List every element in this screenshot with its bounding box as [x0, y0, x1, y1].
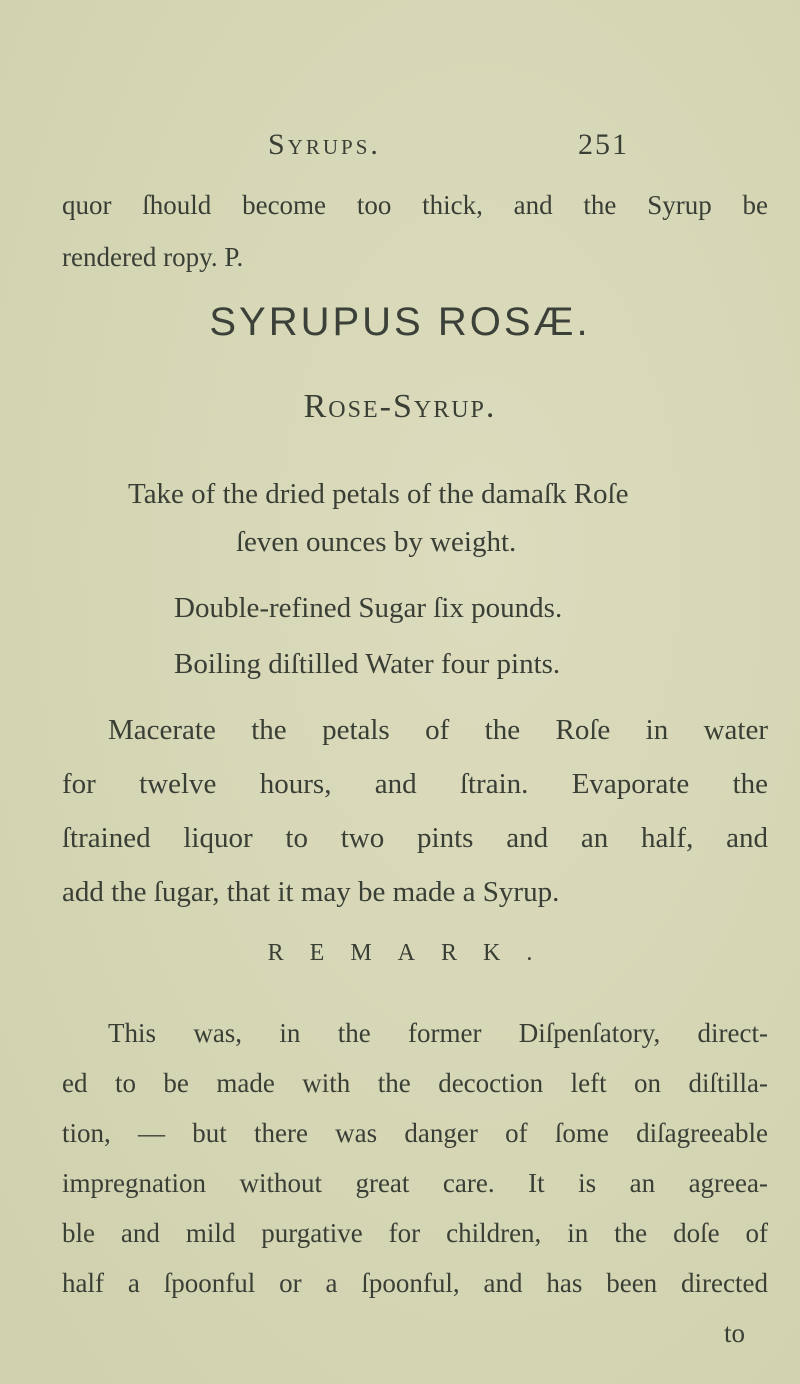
page-header — [0, 128, 800, 172]
ingredient-line-3: Double-refined Sugar ſix pounds. — [174, 592, 563, 624]
remark-line-1: This was, in the former Diſpenſatory, direct- — [108, 1018, 768, 1048]
ingredient-line-4: Boiling diſtilled Water four pints. — [174, 648, 561, 680]
ingredient-line-1: Take of the dried petals of the damaſk Roſe — [128, 478, 629, 510]
recipe-title: SYRUPUS ROSÆ. — [209, 300, 591, 344]
ingredient-line-2: ſeven ounces by weight. — [236, 526, 517, 558]
remark-line-6: half a ſpoonful or a ſpoonful, and has been directed — [62, 1268, 768, 1298]
remark-line-3: tion, — but there was danger of ſome diſagreeable — [62, 1118, 768, 1148]
remark-heading: REMARK. — [267, 940, 559, 966]
continuation-line-2: rendered ropy. P. — [62, 242, 244, 272]
method-line-1: Macerate the petals of the Roſe in water — [108, 714, 768, 746]
page-number: 251 — [578, 128, 629, 161]
catchword: to — [724, 1318, 746, 1348]
recipe-subtitle: Rose-Syrup. — [303, 388, 497, 425]
running-head: Syrups. — [268, 128, 381, 161]
method-line-3: ſtrained liquor to two pints and an half, and — [62, 822, 768, 854]
remark-line-5: ble and mild purgative for children, in the doſe of — [62, 1218, 768, 1248]
continuation-line-1: quor ſhould become too thick, and the Syrup be — [62, 190, 768, 220]
method-line-2: for twelve hours, and ſtrain. Evaporate the — [62, 768, 768, 800]
method-line-4: add the ſugar, that it may be made a Syrup. — [62, 876, 560, 908]
remark-line-4: impregnation without great care. It is an agreea- — [62, 1168, 768, 1198]
remark-line-2: ed to be made with the decoction left on diſtilla- — [62, 1068, 768, 1098]
